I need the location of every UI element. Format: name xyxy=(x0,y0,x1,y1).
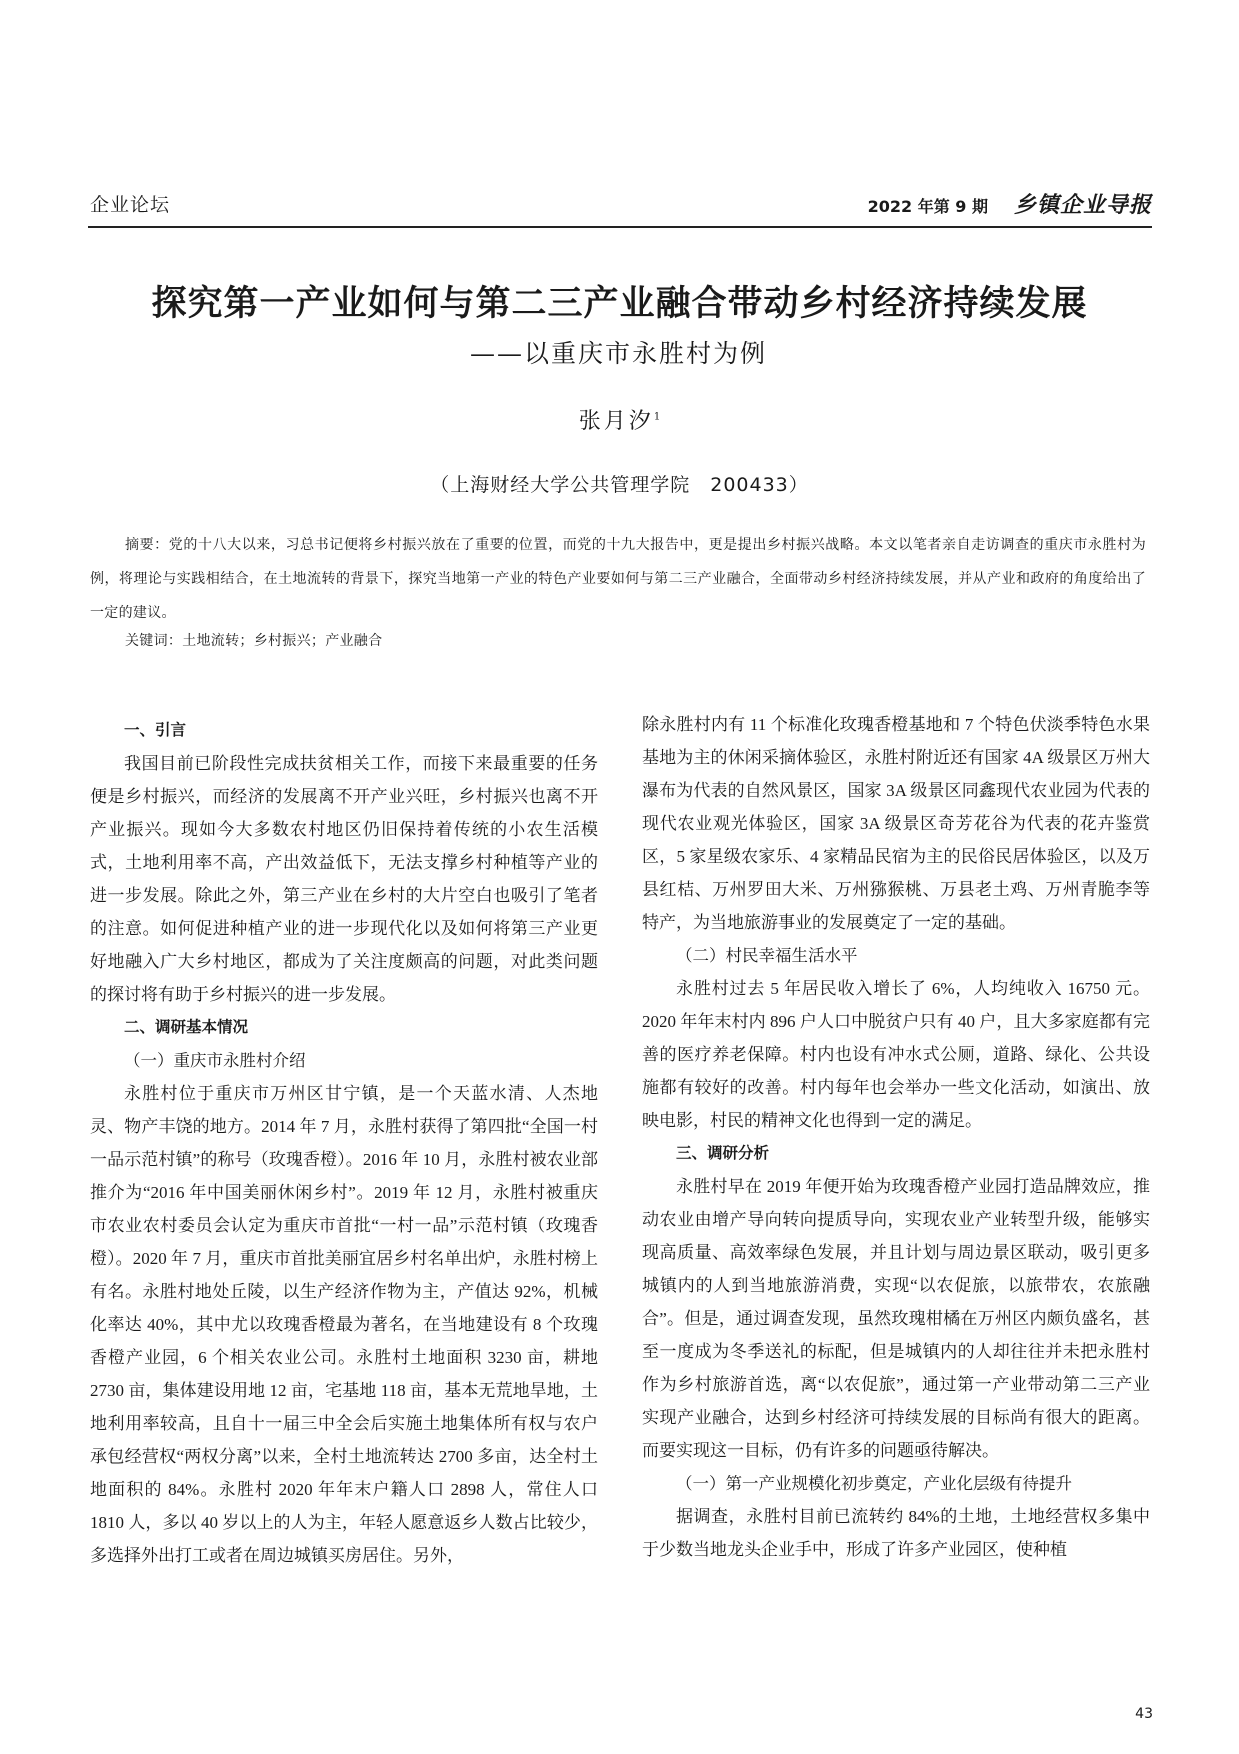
section-heading-survey: 二、调研基本情况 xyxy=(124,1018,249,1036)
paragraph: 永胜村早在 2019 年便开始为玫瑰香橙产业园打造品牌效应，推动农业由增产导向转向提质导向，实现农业产业转型升级，能够实现高质量、高效率绿色发展，并且计划与周边景区联动，吸引更多城镇内的人到当地旅游消费，实现“以农促旅，以旅带农，农旅融合”。但是，通过调查发现，虽然玫瑰柑橘在万州区内颇负盛名，甚至一度成为冬季送礼的标配，但是城镇内的人却往往并未把永胜村作为乡村旅游首选，离“以农促旅”，通过第一产业带动第二三产业实现产业融合，达到乡村经济可持续发展的目标尚有很大的距离。而要实现这一目标，仍有许多的问题亟待解决。 xyxy=(642,1177,1150,1460)
issue-label: 2022 年第 9 期 xyxy=(867,197,988,216)
section-label: 企业论坛 xyxy=(90,194,171,216)
subsection-heading: （一）重庆市永胜村介绍 xyxy=(124,1051,306,1070)
journal-name: 乡镇企业导报 xyxy=(1013,193,1152,218)
paragraph: 永胜村过去 5 年居民收入增长了 6%，人均纯收入 16750 元。2020 年年末村内 896 户人口中脱贫户只有 40 户，且大多家庭都有完善的医疗养老保障。村内也设有冲水式公厕，道路、绿化、公共设施都有较好的改善。村内每年也会举办一些文化活动，如演出、放映电影，村民的精神文化也得到一定的满足。 xyxy=(642,979,1150,1130)
affiliation: （上海财经大学公共管理学院 200433） xyxy=(430,474,809,496)
running-header xyxy=(88,188,1152,228)
article-title: 探究第一产业如何与第二三产业融合带动乡村经济持续发展 xyxy=(151,284,1088,324)
right-column xyxy=(642,708,1150,1566)
abstract: 摘要：党的十八大以来，习总书记便将乡村振兴放在了重要的位置，而党的十九大报告中，更是提出乡村振兴战略。本文以笔者亲自走访调查的重庆市永胜村为例，将理论与实践相结合，在土地流转的背景下，探究当地第一产业的特色产业要如何与第二三产业融合，全面带动乡村经济持续发展，并从产业和政府的角度给出了一定的建议。 xyxy=(90,537,1146,621)
paragraph: 除永胜村内有 11 个标准化玫瑰香橙基地和 7 个特色伏淡季特色水果基地为主的休闲采摘体验区，永胜村附近还有国家 4A 级景区万州大瀑布为代表的自然风景区，国家 3A 级景区同鑫现代农业园为代表的现代农业观光体验区，国家 3A 级景区奇芳花谷为代表的花卉鉴赏区，5 家星级农家乐、4 家精品民宿为主的民俗民居体验区，以及万县红桔、万州罗田大米、万州猕猴桃、万县老土鸡、万州青脆李等特产，为当地旅游事业的发展奠定了一定的基础。 xyxy=(642,715,1150,932)
author-name: 张月汐 xyxy=(578,409,654,434)
subsection-heading: （二）村民幸福生活水平 xyxy=(676,946,858,965)
section-heading-intro: 一、引言 xyxy=(124,721,187,739)
author-note: 1 xyxy=(653,411,661,423)
section-heading-analysis: 三、调研分析 xyxy=(676,1144,770,1162)
page-number: 43 xyxy=(1135,1706,1153,1722)
header-right xyxy=(868,188,1152,219)
keywords: 关键词：土地流转；乡村振兴；产业融合 xyxy=(125,633,383,649)
paragraph: 我国目前已阶段性完成扶贫相关工作，而接下来最重要的任务便是乡村振兴，而经济的发展离不开产业兴旺，乡村振兴也离不开产业振兴。现如今大多数农村地区仍旧保持着传统的小农生活模式，土地利用率不高，产出效益低下，无法支撑乡村种植等产业的进一步发展。除此之外，第三产业在乡村的大片空白也吸引了笔者的注意。如何促进种植产业的进一步现代化以及如何将第三产业更好地融入广大乡村地区，都成为了关注度颇高的问题，对此类问题的探讨将有助于乡村振兴的进一步发展。 xyxy=(90,754,598,1004)
subsection-heading: （一）第一产业规模化初步奠定，产业化层级有待提升 xyxy=(676,1474,1072,1493)
paragraph: 据调查，永胜村目前已流转约 84%的土地，土地经营权多集中于少数当地龙头企业手中，形成了许多产业园区，使种植 xyxy=(642,1507,1150,1559)
author xyxy=(0,404,1239,435)
article-subtitle: ——以重庆市永胜村为例 xyxy=(470,339,768,368)
paragraph: 永胜村位于重庆市万州区甘宁镇，是一个天蓝水清、人杰地灵、物产丰饶的地方。2014 年 7 月，永胜村获得了第四批“全国一村一品示范村镇”的称号（玫瑰香橙）。2016 年 10 月，永胜村被农业部推介为“2016 年中国美丽休闲乡村”。2019 年 12 月，永胜村被重庆市农业农村委员会认定为重庆市首批“一村一品”示范村镇（玫瑰香橙）。2020 年 7 月，重庆市首批美丽宜居乡村名单出炉，永胜村榜上有名。永胜村地处丘陵，以生产经济作物为主，产值达 92%，机械化率达 40%，其中尤以玫瑰香橙最为著名，在当地建设有 8 个玫瑰香橙产业园，6 个相关农业公司。永胜村土地面积 3230 亩，耕地 2730 亩，集体建设用地 12 亩，宅基地 118 亩，基本无荒地旱地，土地利用率较高，且自十一届三中全会后实施土地集体所有权与农户承包经营权“两权分离”以来，全村土地流转达 2700 多亩，达全村土地面积的 84%。永胜村 2020 年年末户籍人口 2898 人，常住人口 1810 人，多以 40 岁以上的人为主，年轻人愿意返乡人数占比较少，多选择外出打工或者在周边城镇买房居住。另外， xyxy=(90,1084,598,1565)
left-column xyxy=(90,714,598,1572)
